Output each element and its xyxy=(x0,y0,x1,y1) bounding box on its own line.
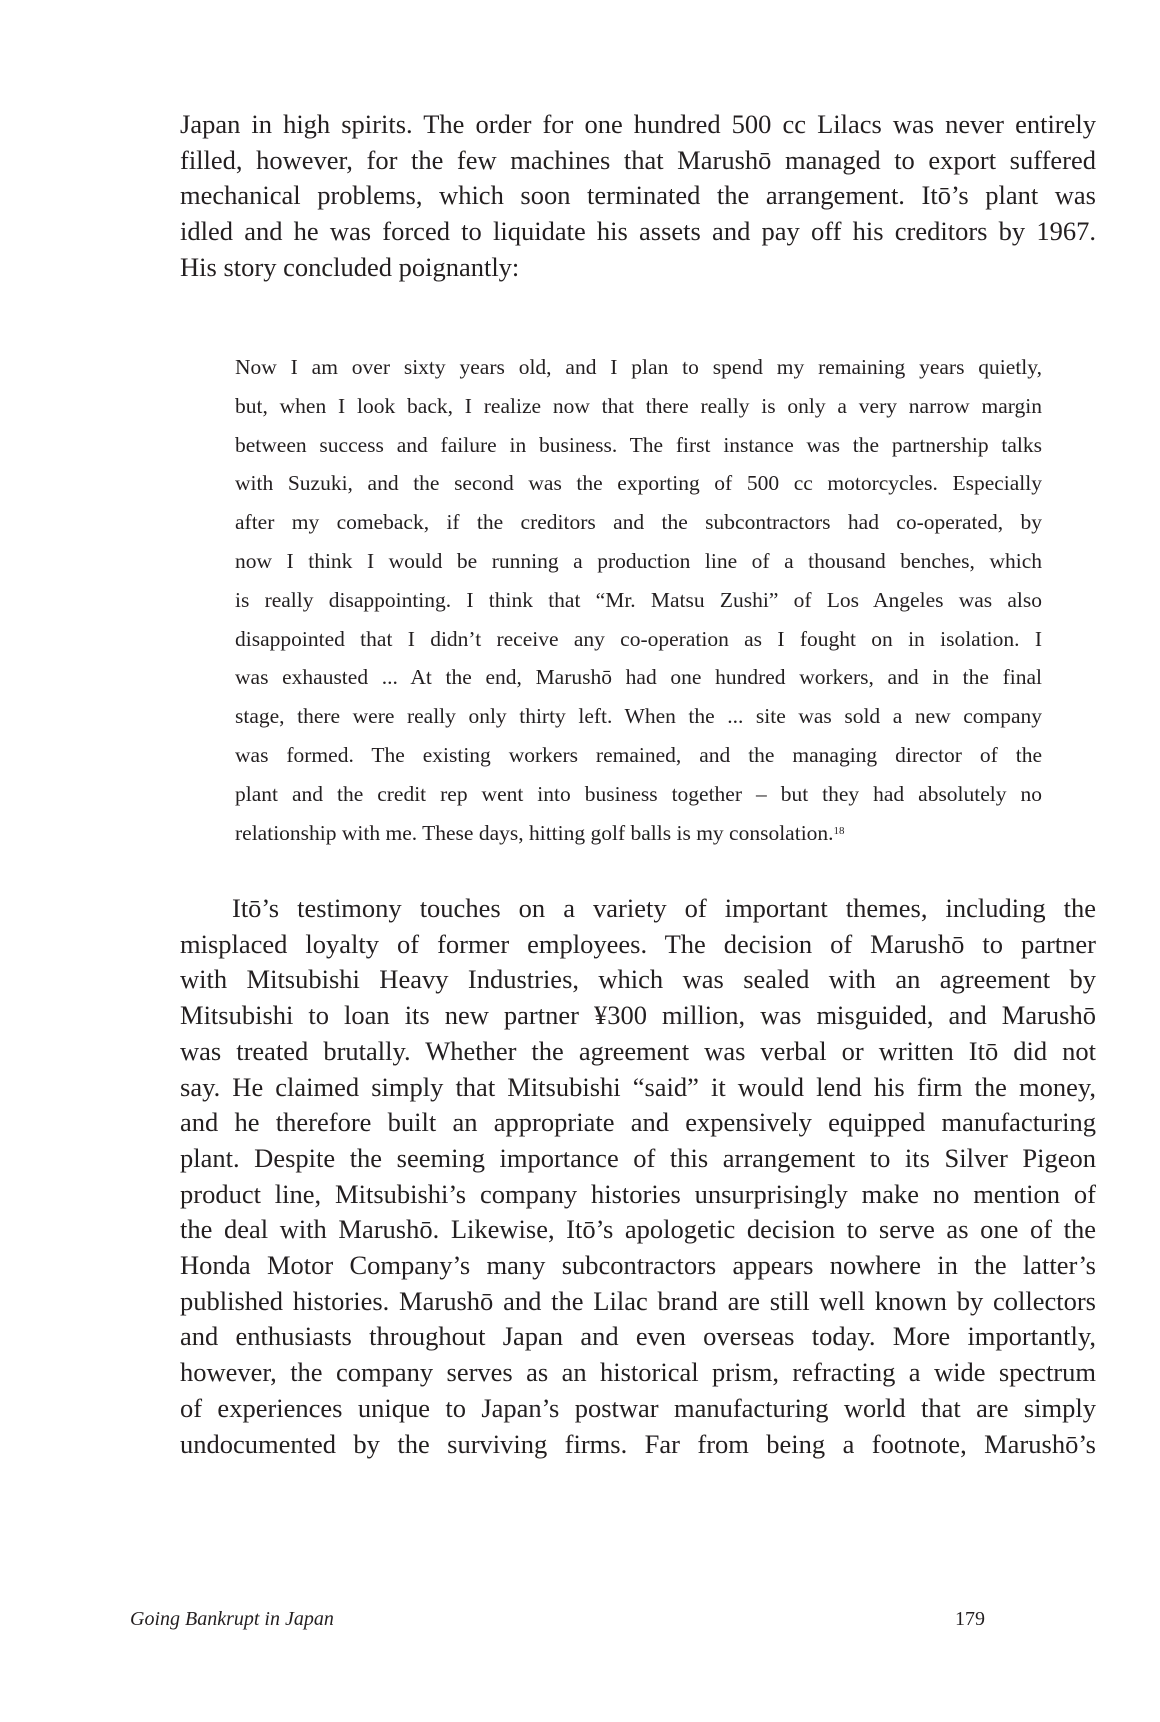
text-line: of experiences unique to Japan’s postwar manufacturing world that are simply xyxy=(180,1392,1096,1423)
quote-line: stage, there were really only thirty left. When the ... site was sold a new company xyxy=(235,704,1042,729)
text-line: was treated brutally. Whether the agreement was verbal or written Itō did not xyxy=(180,1035,1096,1066)
text-line: Honda Motor Company’s many subcontractors appears nowhere in the latter’s xyxy=(180,1250,1096,1281)
text-line: mechanical problems, which soon terminated the arrangement. Itō’s plant was xyxy=(180,180,1096,211)
text-line: and enthusiasts throughout Japan and even overseas today. More importantly, xyxy=(180,1321,1096,1352)
text-line: product line, Mitsubishi’s company histories unsurprisingly make no mention of xyxy=(180,1178,1096,1209)
footnote-reference[interactable]: 18 xyxy=(833,824,845,837)
text-line: Japan in high spirits. The order for one hundred 500 cc Lilacs was never entirely xyxy=(180,109,1096,139)
quote-line: now I think I would be running a production line of a thousand benches, which xyxy=(235,548,1042,573)
quote-line: was formed. The existing workers remained, and the managing director of the xyxy=(235,742,1042,767)
paragraph-top xyxy=(180,107,1096,286)
running-footer-title: Going Bankrupt in Japan xyxy=(130,1608,334,1630)
text-line: the deal with Marushō. Likewise, Itō’s apologetic decision to serve as one of the xyxy=(180,1214,1096,1245)
text-line: undocumented by the surviving firms. Far from being a footnote, Marushō’s xyxy=(180,1428,1096,1459)
block-quote xyxy=(235,348,1042,852)
text-line: with Mitsubishi Heavy Industries, which was sealed with an agreement by xyxy=(180,964,1096,995)
text-line: however, the company serves as an historical prism, refracting a wide spectrum xyxy=(180,1357,1096,1388)
text-line: say. He claimed simply that Mitsubishi “said” it would lend his firm the money, xyxy=(180,1071,1096,1102)
text-line: idled and he was forced to liquidate his assets and pay off his creditors by 1967. xyxy=(180,216,1096,247)
quote-line-last xyxy=(235,814,1042,853)
quote-line: with Suzuki, and the second was the exporting of 500 cc motorcycles. Especially xyxy=(235,471,1042,496)
quote-text: relationship with me. These days, hitting golf balls is my consolation. xyxy=(235,820,834,845)
text-line: filled, however, for the few machines that Marushō managed to export suffered xyxy=(180,144,1096,175)
quote-line: Now I am over sixty years old, and I plan to spend my remaining years quietly, xyxy=(235,355,1042,379)
text-line: misplaced loyalty of former employees. The decision of Marushō to partner xyxy=(180,928,1096,959)
quote-line: is really disappointing. I think that “Mr. Matsu Zushi” of Los Angeles was also xyxy=(235,587,1042,612)
quote-line: but, when I look back, I realize now that there really is only a very narrow margin xyxy=(235,393,1042,418)
page-number: 179 xyxy=(955,1608,985,1630)
quote-line: between success and failure in business. The first instance was the partnership talks xyxy=(235,432,1042,457)
text-line: published histories. Marushō and the Lilac brand are still well known by collectors xyxy=(180,1285,1096,1316)
quote-line: was exhausted ... At the end, Marushō had one hundred workers, and in the final xyxy=(235,665,1042,690)
paragraph-main xyxy=(180,891,1096,1462)
text-line: Itō’s testimony touches on a variety of important themes, including the xyxy=(232,893,1096,923)
quote-line: disappointed that I didn’t receive any co-operation as I fought on in isolation. I xyxy=(235,626,1042,651)
quote-line: after my comeback, if the creditors and the subcontractors had co-operated, by xyxy=(235,510,1042,535)
quote-line: plant and the credit rep went into business together – but they had absolutely no xyxy=(235,781,1042,806)
text-line: His story concluded poignantly: xyxy=(180,251,520,282)
text-line: plant. Despite the seeming importance of this arrangement to its Silver Pigeon xyxy=(180,1142,1096,1173)
text-line: and he therefore built an appropriate and expensively equipped manufacturing xyxy=(180,1107,1096,1138)
text-line: Mitsubishi to loan its new partner ¥300 million, was misguided, and Marushō xyxy=(180,1000,1096,1031)
